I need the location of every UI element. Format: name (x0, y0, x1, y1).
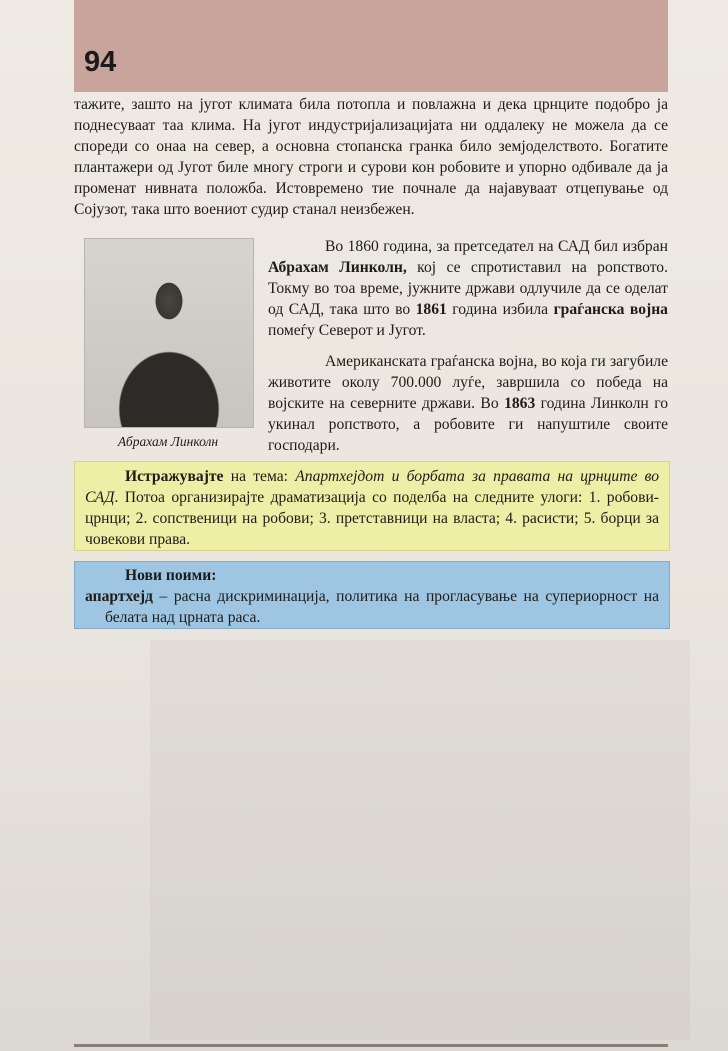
research-topic: Апартхејдот и борбата за правата на црнците во САД (85, 468, 659, 506)
bold-year-1863: 1863 (504, 395, 536, 412)
text-run: Американската граѓанска војна, во која ги загубиле животите околу 700.000 луѓе, завршила со победа на војските на северните држави. Во (268, 353, 668, 412)
research-text (75, 462, 669, 550)
text-run: Во 1860 година, за претседател на САД бил избран (325, 238, 668, 255)
new-terms-heading: Нови поими: (125, 567, 217, 584)
page-number: 94 (84, 46, 117, 78)
term-apartheid: апартхејд (85, 588, 153, 605)
text-run: . Потоа организирајте драматизација со поделба на следните улоги: 1. робови-црнци; 2. сопственици на робови; 3. претставници на власта; 4. расисти; 5. борци за човекови права. (85, 489, 659, 548)
figure-caption: Абрахам Линколн (117, 434, 219, 449)
text-run: помеѓу Северот и Југот. (268, 322, 426, 339)
lincoln-portrait-image (84, 238, 254, 428)
bleed-through-shadow (150, 640, 690, 1040)
term-definition (85, 586, 659, 628)
text-run: на тема: (223, 468, 296, 485)
research-lead: Истражувајте (125, 468, 224, 485)
paragraph-election (268, 236, 668, 341)
header-band (74, 0, 668, 92)
text-run: година избила (446, 301, 554, 318)
paragraph-civil-war (268, 351, 668, 456)
intro-paragraph: тажите, зашто на југот климата била потопла и повлажна и дека црнците подобро ја поднесуваат таа клима. На југот индустријализацијата ни оддалеку не можела да се спореди со онаа на север, а основна стопанска гранка било земјоделството. Богатите плантажери од Југот биле многу строги и сурови кон робовите и упорно одбивале да ја променат нивната положба. Истовремено тие почнале да најавуваат отцепување од Сојузот, така што воениот судир станал неизбежен. (74, 96, 668, 218)
bold-civil-war: граѓанска војна (553, 301, 668, 318)
text-run: кој се спротиставил на ропството. Токму во тоа време, јужните држави одлучиле да се оделат од САД, така што во (268, 259, 668, 318)
lincoln-figure (74, 238, 262, 450)
new-terms-box (74, 561, 670, 629)
bottom-rule (74, 1044, 668, 1047)
research-box (74, 461, 670, 551)
bold-lincoln: Абрахам Линколн, (268, 259, 407, 276)
definition-text: – расна дискриминација, политика на прогласување на супериорност на белата над црната раса. (105, 588, 659, 626)
text-run: година Линколн го укинал ропството, а робовите ги напуштиле своите господари. (268, 395, 669, 454)
bold-year-1861: 1861 (415, 301, 447, 318)
